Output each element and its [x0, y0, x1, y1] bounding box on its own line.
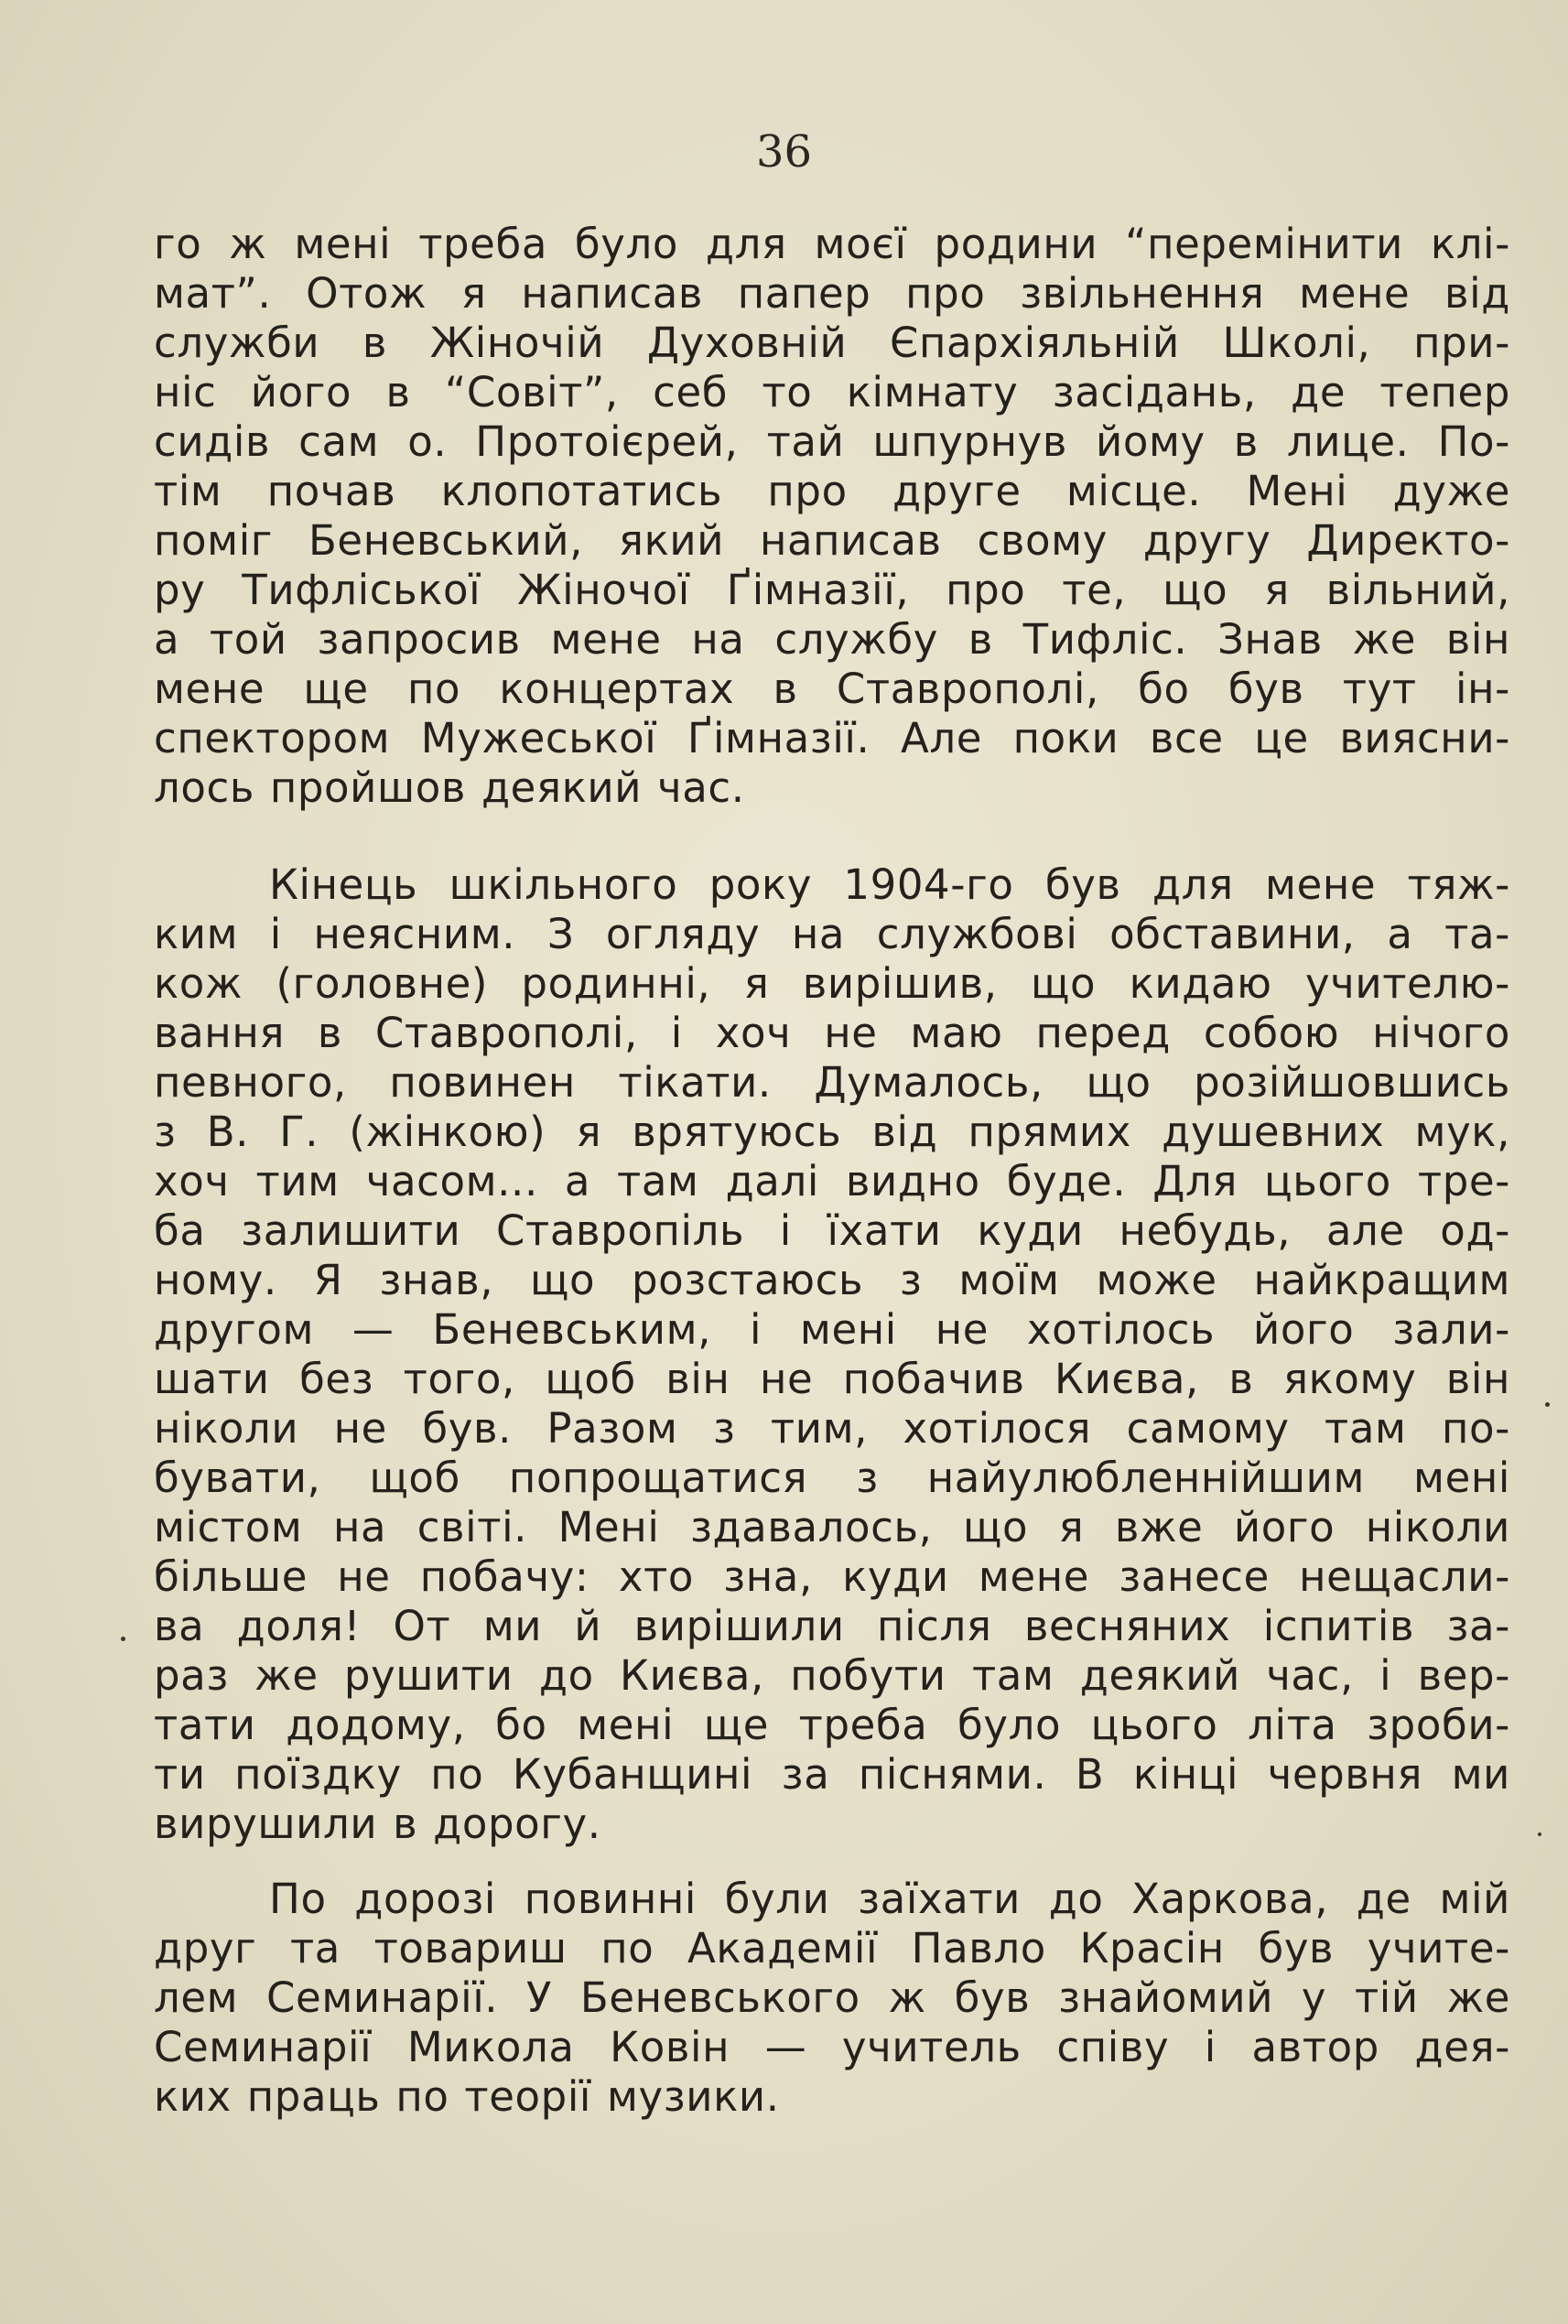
text-line: го ж мені треба було для моєї родини “перемінити клі-: [154, 220, 1510, 268]
text-line: тати додому, бо мені ще треба було цього літа зроби-: [154, 1701, 1510, 1749]
text-line: ким і неясним. З огляду на службові обставини, а та-: [154, 910, 1510, 958]
text-line: ких праць по теорії музики.: [154, 2072, 780, 2121]
page-number: 36: [755, 126, 813, 178]
text-line: з В. Г. (жінкою) я врятуюсь від прямих душевних мук,: [154, 1108, 1510, 1156]
text-line: ва доля! От ми й вирішили після весняних іспитів за-: [154, 1602, 1510, 1650]
text-line: служби в Жіночій Духовній Єпархіяльній Школі, при-: [154, 319, 1510, 367]
paragraph: [154, 220, 1510, 813]
text-line: другом — Беневським, і мені не хотілось його зали-: [154, 1305, 1510, 1354]
text-line: ніколи не був. Разом з тим, хотілося самому там по-: [154, 1404, 1510, 1453]
text-line: кож (головне) родинні, я вирішив, що кидаю учителю-: [154, 959, 1510, 1008]
text-line: спектором Мужеської Ґімназії. Але поки все це виясни-: [154, 714, 1510, 762]
text-line: певного, повинен тікати. Думалось, що розійшовшись: [154, 1058, 1510, 1107]
text-line: Кінець шкільного року 1904-го був для мене тяж-: [269, 860, 1510, 909]
text-line: хоч тим часом... а там далі видно буде. Для цього тре-: [154, 1157, 1510, 1205]
text-line: шати без того, щоб він не побачив Києва, в якому він: [154, 1355, 1510, 1403]
ink-speck: [1545, 1402, 1550, 1407]
text-line: друг та товариш по Академії Павло Красін був учите-: [154, 1924, 1510, 1973]
text-line: Семинарії Микола Ковін — учитель співу і автор дея-: [154, 2023, 1510, 2071]
text-line: лось пройшов деякий час.: [154, 763, 745, 812]
text-line: а той запросив мене на службу в Тифліс. Знав же він: [154, 615, 1510, 664]
text-line: мене ще по концертах в Ставрополі, бо був тут ін-: [154, 665, 1510, 713]
text-line: ба залишити Ставропіль і їхати куди небудь, але од-: [154, 1206, 1510, 1255]
text-line: вирушили в дорогу.: [154, 1800, 601, 1848]
text-line: тім почав клопотатись про друге місце. Мені дуже: [154, 467, 1510, 515]
ink-speck: [1538, 1832, 1541, 1836]
paragraph: [154, 1875, 1510, 2122]
paragraph: [154, 860, 1510, 1849]
text-line: лем Семинарії. У Беневського ж був знайомий у тій же: [154, 1973, 1510, 2022]
text-line: ру Тифліської Жіночої Ґімназії, про те, що я вільний,: [154, 566, 1510, 614]
text-line: вання в Ставрополі, і хоч не маю перед собою нічого: [154, 1009, 1510, 1057]
text-line: поміг Беневський, який написав свому другу Директо-: [154, 516, 1510, 565]
text-line: ному. Я знав, що розстаюсь з моїм може найкращим: [154, 1256, 1510, 1304]
ink-speck: [121, 1637, 125, 1641]
text-line: ти поїздку по Кубанщині за піснями. В кінці червня ми: [154, 1750, 1510, 1799]
text-line: По дорозі повинні були заїхати до Харкова, де мій: [269, 1875, 1510, 1923]
text-line: більше не побачу: хто зна, куди мене занесе нещасли-: [154, 1552, 1510, 1601]
text-line: ніс його в “Совіт”, себ то кімнату засідань, де тепер: [154, 368, 1510, 416]
text-line: сидів сам о. Протоієрей, тай шпурнув йому в лице. По-: [154, 417, 1510, 466]
text-line: містом на світі. Мені здавалось, що я вже його ніколи: [154, 1503, 1510, 1551]
text-line: бувати, щоб попрощатися з найулюбленнійшим мені: [154, 1454, 1510, 1502]
text-line: мат”. Отож я написав папер про звільнення мене від: [154, 269, 1510, 318]
text-line: раз же рушити до Києва, побути там деякий час, і вер-: [154, 1651, 1510, 1700]
